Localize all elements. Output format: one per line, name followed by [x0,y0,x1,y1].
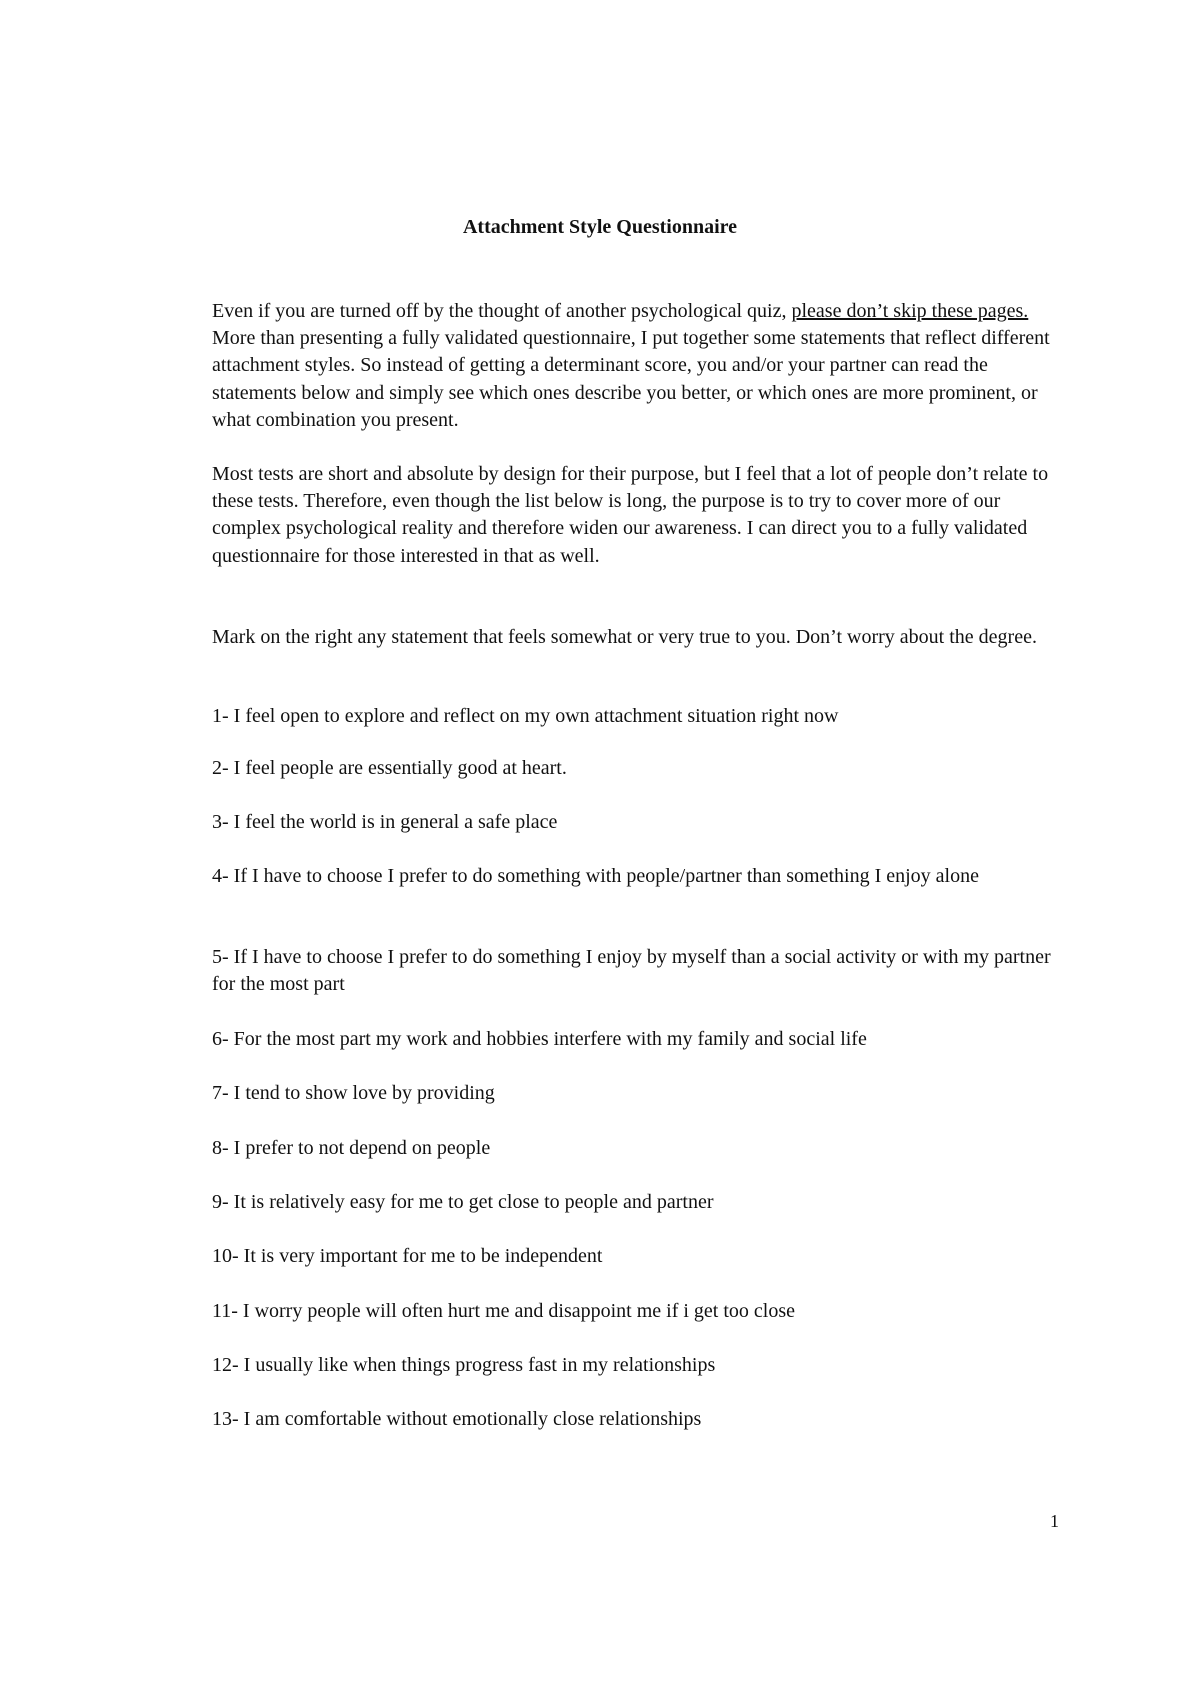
intro-text-start: Even if you are turned off by the thought of another psychological quiz, [212,300,792,322]
statement-item: 12- I usually like when things progress fast in my relationships [212,1354,716,1376]
statement-item: 1- I feel open to explore and reflect on my own attachment situation right now [212,705,839,727]
statement-item: 13- I am comfortable without emotionally close relationships [212,1408,702,1430]
statement-item: 5- If I have to choose I prefer to do something I enjoy by myself than a social activity or with my partner for the most part [212,946,1051,996]
statement-item: 8- I prefer to not depend on people [212,1137,491,1159]
statement-item: 9- It is relatively easy for me to get close to people and partner [212,1191,714,1213]
statement-item: 6- For the most part my work and hobbies interfere with my family and social life [212,1028,867,1050]
statement-item: 2- I feel people are essentially good at heart. [212,757,567,779]
intro-emphasis: please don’t skip these pages. [791,300,1029,322]
intro-text-end: More than presenting a fully validated questionnaire, I put together some statements that reflect different attachment styles. So instead of getting a determinant score, you and/or your partner can read the statements below and simply see which ones describe you better, or which ones are more prominent, or what combination you present. [212,327,1050,431]
instructions-paragraph: Mark on the right any statement that feels somewhat or very true to you. Don’t worry about the degree. [212,626,1037,648]
page-title: Attachment Style Questionnaire [462,216,738,238]
purpose-paragraph: Most tests are short and absolute by design for their purpose, but I feel that a lot of people don’t relate to these tests. Therefore, even though the list below is long, the purpose is to try to cover more of our complex psychological reality and therefore widen our awareness. I can direct you to a fully validated questionnaire for those interested in that as well. [212,463,1049,567]
statement-item: 4- If I have to choose I prefer to do something with people/partner than something I enjoy alone [212,865,979,887]
statement-item: 7- I tend to show love by providing [212,1082,495,1104]
statement-item: 3- I feel the world is in general a safe place [212,811,558,833]
statement-item: 10- It is very important for me to be independent [212,1245,603,1267]
intro-paragraph [212,298,1072,434]
statement-item: 11- I worry people will often hurt me and disappoint me if i get too close [212,1300,796,1322]
page-number: 1 [1050,1511,1059,1531]
